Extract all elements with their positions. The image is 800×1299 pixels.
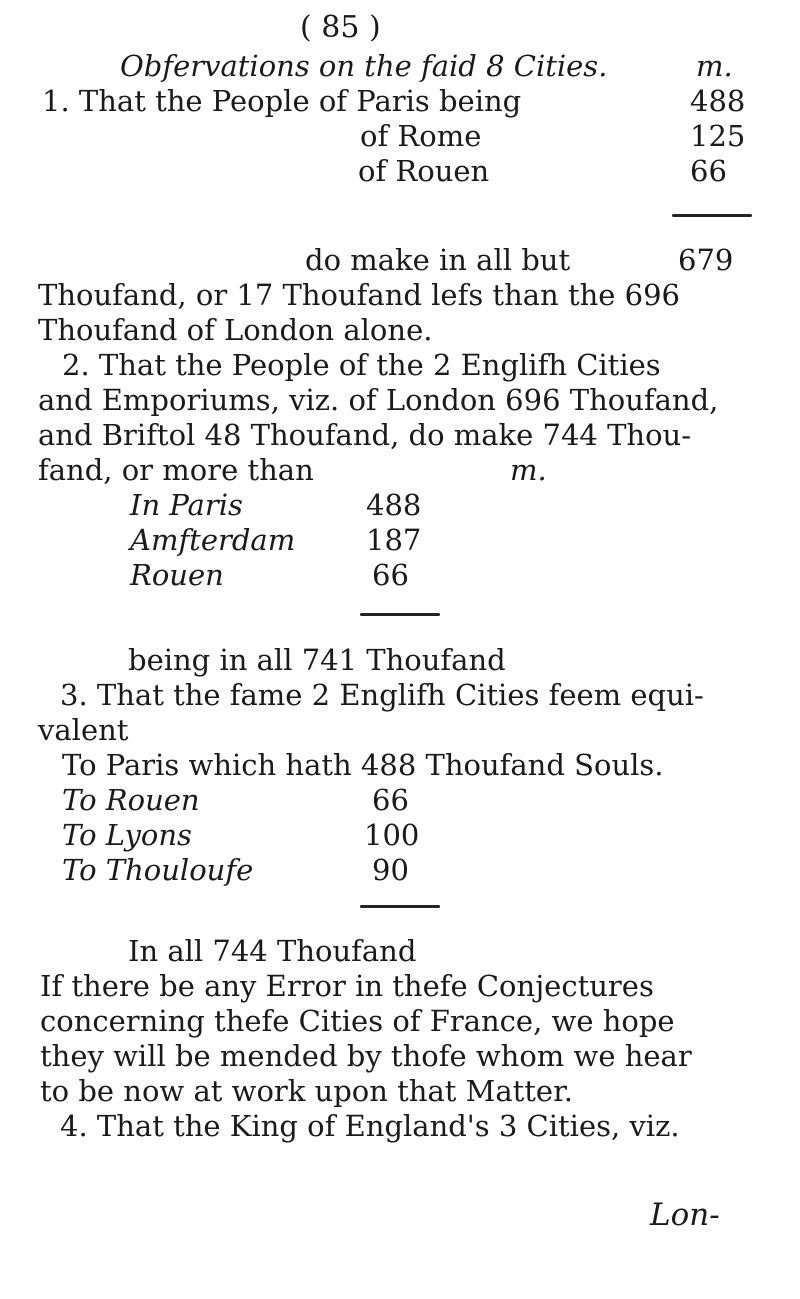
table-label: To Rouen	[62, 783, 200, 817]
paragraph-line: To Paris which hath 488 Thoufand Souls.	[62, 748, 664, 782]
sum-rule	[360, 905, 440, 908]
table-label: To Lyons	[62, 818, 192, 852]
paragraph-line: they will be mended by thofe whom we hear	[40, 1039, 692, 1073]
table-value: 187	[366, 523, 422, 557]
paragraph-line: and Briftol 48 Thoufand, do make 744 Thou-	[38, 418, 692, 452]
table-value: 488	[366, 488, 422, 522]
unit-label: m.	[510, 453, 547, 487]
paragraph-line: Thoufand of London alone.	[38, 313, 433, 347]
table-value: 66	[372, 783, 409, 817]
page-number: ( 85 )	[300, 10, 381, 45]
table-label: Amfterdam	[130, 523, 296, 557]
sum-rule	[672, 214, 752, 217]
table-value: 90	[372, 853, 409, 887]
paragraph-line: valent	[38, 713, 129, 747]
paragraph-line: If there be any Error in thefe Conjectures	[40, 969, 654, 1003]
paragraph-line: 4. That the King of England's 3 Cities, viz.	[60, 1109, 680, 1143]
sum-rule	[360, 613, 440, 616]
total-line: In all 744 Thoufand	[128, 934, 417, 968]
section-heading: Obfervations on the faid 8 Cities.	[120, 49, 608, 83]
catchword: Lon-	[650, 1197, 720, 1233]
total-value: 679	[678, 243, 734, 277]
paragraph-line: to be now at work upon that Matter.	[40, 1074, 573, 1108]
table-label: Rouen	[130, 558, 224, 592]
unit-label: m.	[696, 49, 733, 83]
paragraph-line: 2. That the People of the 2 Englifh Cities	[62, 348, 661, 382]
paragraph-line: fand, or more than	[38, 453, 314, 487]
table-value: 488	[690, 84, 746, 118]
table-value: 125	[690, 119, 746, 153]
table-label: of Rouen	[358, 154, 490, 188]
paragraph-line: and Emporiums, viz. of London 696 Thoufand,	[38, 383, 719, 417]
paragraph-line: Thoufand, or 17 Thoufand lefs than the 696	[38, 278, 681, 312]
paragraph-line: 1. That the People of Paris being	[42, 84, 522, 118]
table-value: 66	[690, 154, 727, 188]
table-label: of Rome	[360, 119, 482, 153]
table-value: 66	[372, 558, 409, 592]
table-label: To Thouloufe	[62, 853, 254, 887]
paragraph-line: concerning thefe Cities of France, we hope	[40, 1004, 675, 1038]
total-line: being in all 741 Thoufand	[128, 643, 506, 677]
table-value: 100	[364, 818, 420, 852]
total-text: do make in all but	[305, 243, 571, 277]
table-label: In Paris	[130, 488, 243, 522]
paragraph-line: 3. That the fame 2 Englifh Cities feem equi-	[60, 678, 704, 712]
